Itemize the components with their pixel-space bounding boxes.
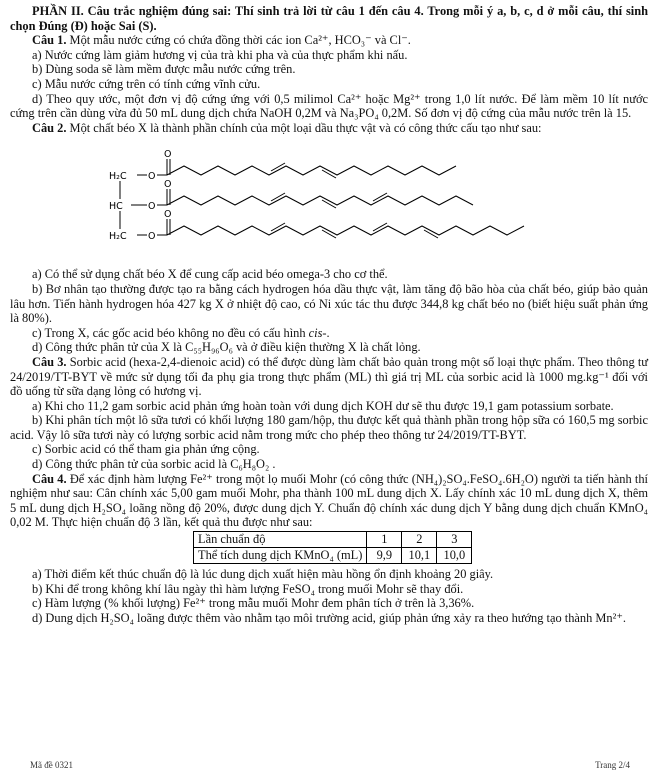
q1-option-d: d) Theo quy ước, một đơn vị độ cứng ứng với 0,5 milimol Ca²⁺ hoặc Mg²⁺ trong 1,0 lít nước. Để làm mềm 10 lít nước cứng trên cần dùng vừa đủ 50 mL dung dịch chứa NaOH 0,2M và Na₃PO₄ 0,2M. Số đơn vị độ cứng của mẫu nước trên là 15. <box>10 91 648 121</box>
carbonyl-oxygen-1: O <box>164 149 172 161</box>
q3-option-a: a) Khi cho 11,2 gam sorbic acid phản ứng hoàn toàn với dung dịch KOH dư sẽ thu được 19,1 gam potassium sorbate. <box>32 398 614 413</box>
exam-code: Mã đề 0321 <box>30 760 73 770</box>
triglyceride-structure-figure <box>10 135 648 267</box>
q1-number: Câu 1. <box>32 33 67 48</box>
table-cell: 10,0 <box>437 548 472 564</box>
q2-option-c <box>10 326 648 341</box>
glycerol-c3-label: H₂C <box>109 231 127 243</box>
q1-option-c: c) Mẫu nước cứng trên có tính cứng vĩnh cửu. <box>32 76 261 91</box>
q2-number: Câu 2. <box>32 120 67 135</box>
q4-option-d: d) Dung dịch H₂SO₄ loãng được thêm vào nhằm tạo môi trường acid, giúp phản ứng xảy ra theo hướng tạo thành Mn²⁺. <box>32 610 626 625</box>
q4-option-c: c) Hàm lượng (% khối lượng) Fe²⁺ trong mẫu muối Mohr đem phân tích ở trên là 3,36%. <box>32 596 475 611</box>
glycerol-c2-label: HC <box>109 201 123 213</box>
table-cell: 3 <box>437 532 472 548</box>
q2-option-c-italic: cis <box>308 325 323 340</box>
ester-oxygen-3: O <box>148 231 156 243</box>
table-row <box>194 548 472 564</box>
q2-stem-line <box>10 121 648 136</box>
table-row <box>194 532 472 548</box>
q2-stem: Một chất béo X là thành phần chính của một loại dầu thực vật và có công thức cấu tạo như sau: <box>69 120 542 135</box>
q3-stem-line <box>10 355 648 399</box>
q1-option-a: a) Nước cứng làm giảm hương vị của trà khi pha và của thực phẩm khi nấu. <box>32 47 408 62</box>
table-row-label: Thể tích dung dịch KMnO₄ (mL) <box>194 548 367 564</box>
q3-option-b: b) Khi phân tích một lô sữa tươi có khối lượng 180 gam/hộp, thu được kết quả thành phần trong hộp sữa có 160,5 mg sorbic acid. Vậy lô sữa tươi này có lượng sorbic acid nằm trong mức cho phép theo thông tư 24/2019/TT-BYT. <box>10 413 648 442</box>
q1-option-b: b) Dùng soda sẽ làm mềm được mẫu nước cứng trên. <box>32 62 296 77</box>
table-cell: 9,9 <box>367 548 402 564</box>
table-cell: 2 <box>402 532 437 548</box>
titration-table <box>193 531 472 564</box>
q3-option-d: d) Công thức phân tử của sorbic acid là C₆H₈O₂ . <box>32 457 276 472</box>
glycerol-c1-label: H₂C <box>109 171 127 183</box>
q2-option-b: b) Bơ nhân tạo thường được tạo ra bằng cách hydrogen hóa dầu thực vật, làm tăng độ bão hòa của chất béo, giúp bảo quản lâu hơn. Tiến hành hydrogen hóa 427 kg X ở nhiệt độ cao, có Ni xúc tác thu được 344,8 kg chất béo no (biết hiệu suất phản ứng là 80%). <box>10 281 648 326</box>
q2-option-a: a) Có thể sử dụng chất béo X để cung cấp acid béo omega-3 cho cơ thể. <box>32 267 388 282</box>
carbonyl-oxygen-3: O <box>164 209 172 221</box>
q3-option-c: c) Sorbic acid có thể tham gia phản ứng cộng. <box>32 442 260 457</box>
q2-option-c-end: -. <box>322 325 330 340</box>
q1-stem-line <box>10 33 648 48</box>
page-number: Trang 2/4 <box>595 760 630 770</box>
page-footer <box>30 758 630 773</box>
triglyceride-structure-svg <box>109 137 549 261</box>
section-title: PHẦN II. Câu trắc nghiệm đúng sai: Thí sinh trả lời từ câu 1 đến câu 4. Trong mỗi ý a, b, c, d ở mỗi câu, thí sinh chọn Đúng (Đ) hoặc Sai (S). <box>10 4 648 33</box>
q1-stem: Một mẫu nước cứng có chứa đồng thời các ion Ca²⁺, HCO₃⁻ và Cl⁻. <box>69 33 411 48</box>
q4-stem: Để xác định hàm lượng Fe²⁺ trong một lọ muối Mohr (có công thức (NH₄)₂SO₄.FeSO₄.6H₂O) người ta tiến hành thí nghiệm như sau: Cân chính xác 5,00 gam muối Mohr, pha thành 100 mL dung dịch X. Lấy chính xác 10 mL dung dịch X, thêm 5 mL dung dịch H₂SO₄ loãng nồng độ 20%, được dung dịch Y. Chuẩn độ chính xác dung dịch Y bằng dung dịch chuẩn KMnO₄ 0,02 M. Thực hiện chuẩn độ 3 lần, kết quả thu được như sau: <box>10 471 648 530</box>
q4-option-b: b) Khi để trong không khí lâu ngày thì hàm lượng FeSO₄ trong muối Mohr sẽ thay đổi. <box>32 581 464 596</box>
carbonyl-oxygen-2: O <box>164 179 172 191</box>
q3-number: Câu 3. <box>32 354 67 369</box>
ester-oxygen-1: O <box>148 171 156 183</box>
q4-number: Câu 4. <box>32 471 67 486</box>
table-row-label: Lần chuẩn độ <box>194 532 367 548</box>
q2-option-c-text: c) Trong X, các gốc acid béo không no đều có cấu hình <box>32 325 309 340</box>
q2-option-d: d) Công thức phân tử của X là C₅₅H₉₆O₆ và ở điều kiện thường X là chất lỏng. <box>32 340 421 355</box>
table-cell: 1 <box>367 532 402 548</box>
q4-stem-line <box>10 472 648 530</box>
q4-option-a: a) Thời điểm kết thúc chuẩn độ là lúc dung dịch xuất hiện màu hồng ổn định khoảng 20 giây. <box>32 567 494 582</box>
table-cell: 10,1 <box>402 548 437 564</box>
ester-oxygen-2: O <box>148 201 156 213</box>
q3-stem: Sorbic acid (hexa-2,4-dienoic acid) có thể được dùng làm chất bảo quản trong một số loại thực phẩm. Theo thông tư 24/2019/TT-BYT về mức sử dụng tối đa phụ gia trong thực phẩm (ML) thì giá trị ML của sorbic acid là 1000 mg.kg⁻¹ đối với đồ uống từ sữa dạng lỏng có hương vị. <box>10 354 648 399</box>
